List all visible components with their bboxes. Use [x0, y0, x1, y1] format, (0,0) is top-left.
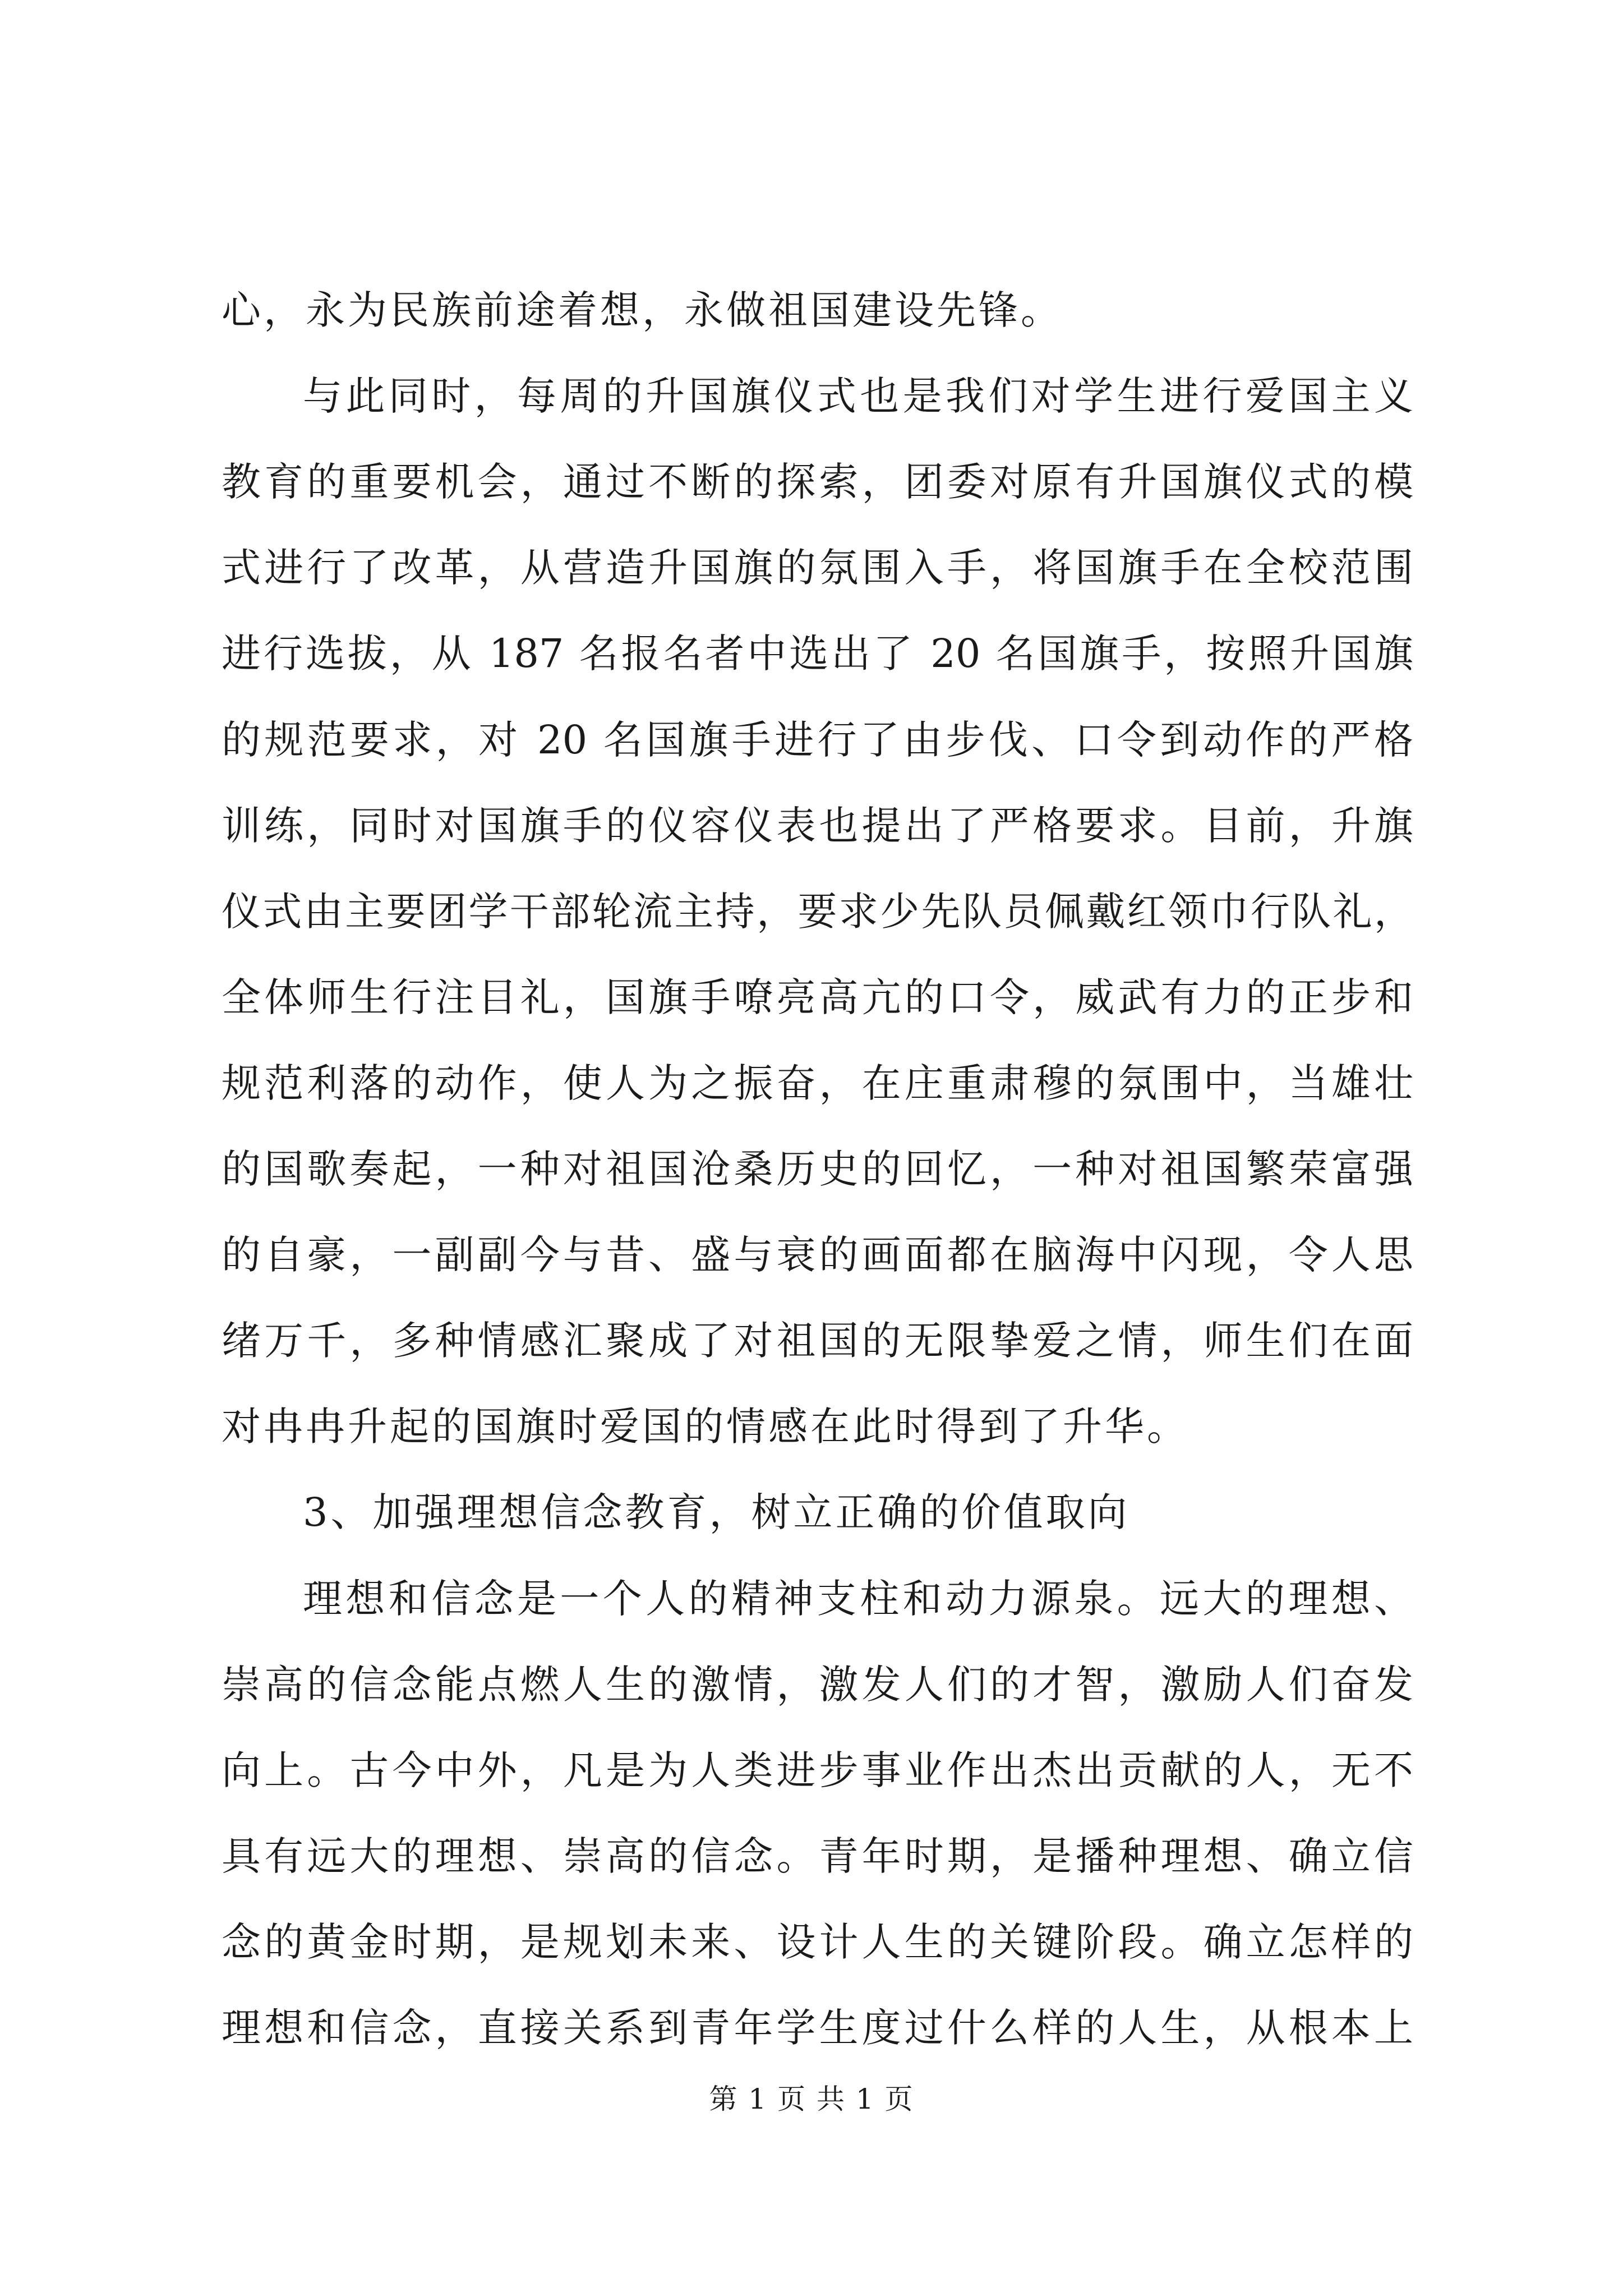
text-line: 理想和信念，直接关系到青年学生度过什么样的人生，从根本上: [222, 2005, 1413, 2051]
text-line: 崇高的信念能点燃人生的激情，激发人们的才智，激励人们奋发: [222, 1662, 1413, 1708]
text-line: 念的黄金时期，是规划未来、设计人生的关键阶段。确立怎样的: [222, 1919, 1413, 1965]
section-heading: 3、加强理想信念教育，树立正确的价值取向: [303, 1489, 1130, 1535]
text-line: 理想和信念是一个人的精神支柱和动力源泉。远大的理想、: [303, 1576, 1413, 1622]
text-line: 对冉冉升起的国旗时爱国的情感在此时得到了升华。: [222, 1404, 1189, 1450]
text-line: 式进行了改革，从营造升国旗的氛围入手，将国旗手在全校范围: [222, 545, 1413, 591]
text-line: 训练，同时对国旗手的仪容仪表也提出了严格要求。目前，升旗: [222, 803, 1413, 849]
text-line: 的规范要求，对 20 名国旗手进行了由步伐、口令到动作的严格: [222, 717, 1413, 763]
text-line: 绪万千，多种情感汇聚成了对祖国的无限挚爱之情，师生们在面: [222, 1318, 1413, 1364]
text-line: 的自豪，一副副今与昔、盛与衰的画面都在脑海中闪现，令人思: [222, 1232, 1413, 1278]
text-line: 仪式由主要团学干部轮流主持，要求少先队员佩戴红领巾行队礼，: [222, 889, 1413, 935]
text-line: 教育的重要机会，通过不断的探索，团委对原有升国旗仪式的模: [222, 459, 1413, 505]
text-line: 与此同时，每周的升国旗仪式也是我们对学生进行爱国主义: [303, 373, 1413, 419]
page-footer: 第 1 页 共 1 页: [709, 2083, 914, 2115]
text-line: 具有远大的理想、崇高的信念。青年时期，是播种理想、确立信: [222, 1833, 1413, 1879]
text-line: 进行选拔，从 187 名报名者中选出了 20 名国旗手，按照升国旗: [222, 631, 1413, 677]
text-line: 全体师生行注目礼，国旗手嘹亮高亢的口令，威武有力的正步和: [222, 974, 1413, 1020]
text-line: 的国歌奏起，一种对祖国沧桑历史的回忆，一种对祖国繁荣富强: [222, 1146, 1413, 1192]
text-line: 心，永为民族前途着想，永做祖国建设先锋。: [222, 287, 1063, 333]
text-line: 规范利落的动作，使人为之振奋，在庄重肃穆的氛围中，当雄壮: [222, 1060, 1413, 1106]
text-line: 向上。古今中外，凡是为人类进步事业作出杰出贡献的人，无不: [222, 1747, 1413, 1793]
